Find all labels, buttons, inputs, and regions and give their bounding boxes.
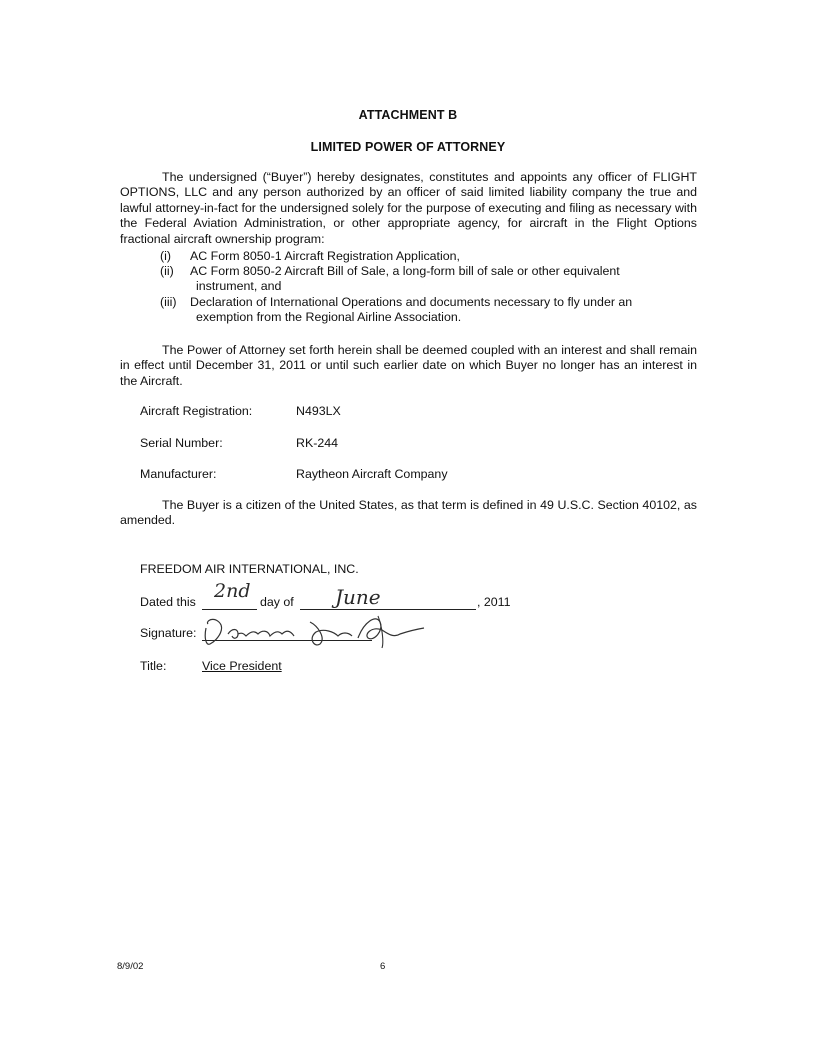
intro-text: The undersigned (“Buyer”) hereby designates, constitutes and appoints any officer of FLIGHT OPTIONS, LLC and any person authorized by an officer of said limited liability company the true and lawful attorney-in-fact for the undersigned solely for the purpose of executing and filing as necessary with the Federal Aviation Administration, or other appropriate agency, for aircraft in the Flight Options fractional aircraft ownership program: xyxy=(120,170,697,246)
dated-this-label: Dated this xyxy=(140,595,196,609)
day-of-label: day of xyxy=(260,595,294,609)
handwritten-signature xyxy=(198,608,438,652)
handwritten-day: 2nd xyxy=(214,580,251,602)
manufacturer-row xyxy=(140,467,448,481)
list-item-number: (i) xyxy=(160,249,172,263)
serial-number-row xyxy=(140,436,338,450)
list-item-text: AC Form 8050-1 Aircraft Registration Application, xyxy=(190,249,460,263)
list-item xyxy=(160,249,697,264)
year-text: , 2011 xyxy=(477,595,511,609)
title-value: Vice President xyxy=(202,659,282,673)
page-number: 6 xyxy=(380,961,386,972)
list-item-number: (iii) xyxy=(160,294,177,309)
document-title: LIMITED POWER OF ATTORNEY xyxy=(310,140,506,154)
citizenship-text: The Buyer is a citizen of the United States, as that term is defined in 49 U.S.C. Section 40102, as amended. xyxy=(120,498,697,528)
aircraft-registration-row xyxy=(140,404,341,418)
list-item xyxy=(160,264,697,294)
registration-label: Aircraft Registration: xyxy=(140,404,253,418)
serial-label: Serial Number: xyxy=(140,436,223,450)
attachment-heading: ATTACHMENT B xyxy=(358,108,458,122)
list-item xyxy=(160,295,697,325)
intro-paragraph xyxy=(120,170,697,247)
title-label: Title: xyxy=(140,659,167,673)
coupled-text: The Power of Attorney set forth herein shall be deemed coupled with an interest and shall remain in effect until December 31, 2011 or until such earlier date on which Buyer no longer has an interest in the Aircraft. xyxy=(120,343,697,388)
registration-value: N493LX xyxy=(296,404,341,418)
footer-date: 8/9/02 xyxy=(117,961,144,972)
manufacturer-label: Manufacturer: xyxy=(140,467,217,481)
handwritten-month: June xyxy=(335,585,381,609)
coupled-interest-paragraph xyxy=(120,343,697,389)
list-item-text: Declaration of International Operations and documents necessary to fly under an exemption from the Regional Airline Association. xyxy=(190,294,633,324)
serial-value: RK-244 xyxy=(296,436,339,450)
citizenship-paragraph xyxy=(120,498,697,529)
list-item-text: AC Form 8050-2 Aircraft Bill of Sale, a long-form bill of sale or other equivalent instrument, and xyxy=(190,264,620,294)
signature-label: Signature: xyxy=(140,626,197,640)
authorized-documents-list xyxy=(160,249,697,325)
manufacturer-value: Raytheon Aircraft Company xyxy=(296,467,448,481)
company-name: FREEDOM AIR INTERNATIONAL, INC. xyxy=(140,562,359,576)
list-item-number: (ii) xyxy=(160,264,174,279)
